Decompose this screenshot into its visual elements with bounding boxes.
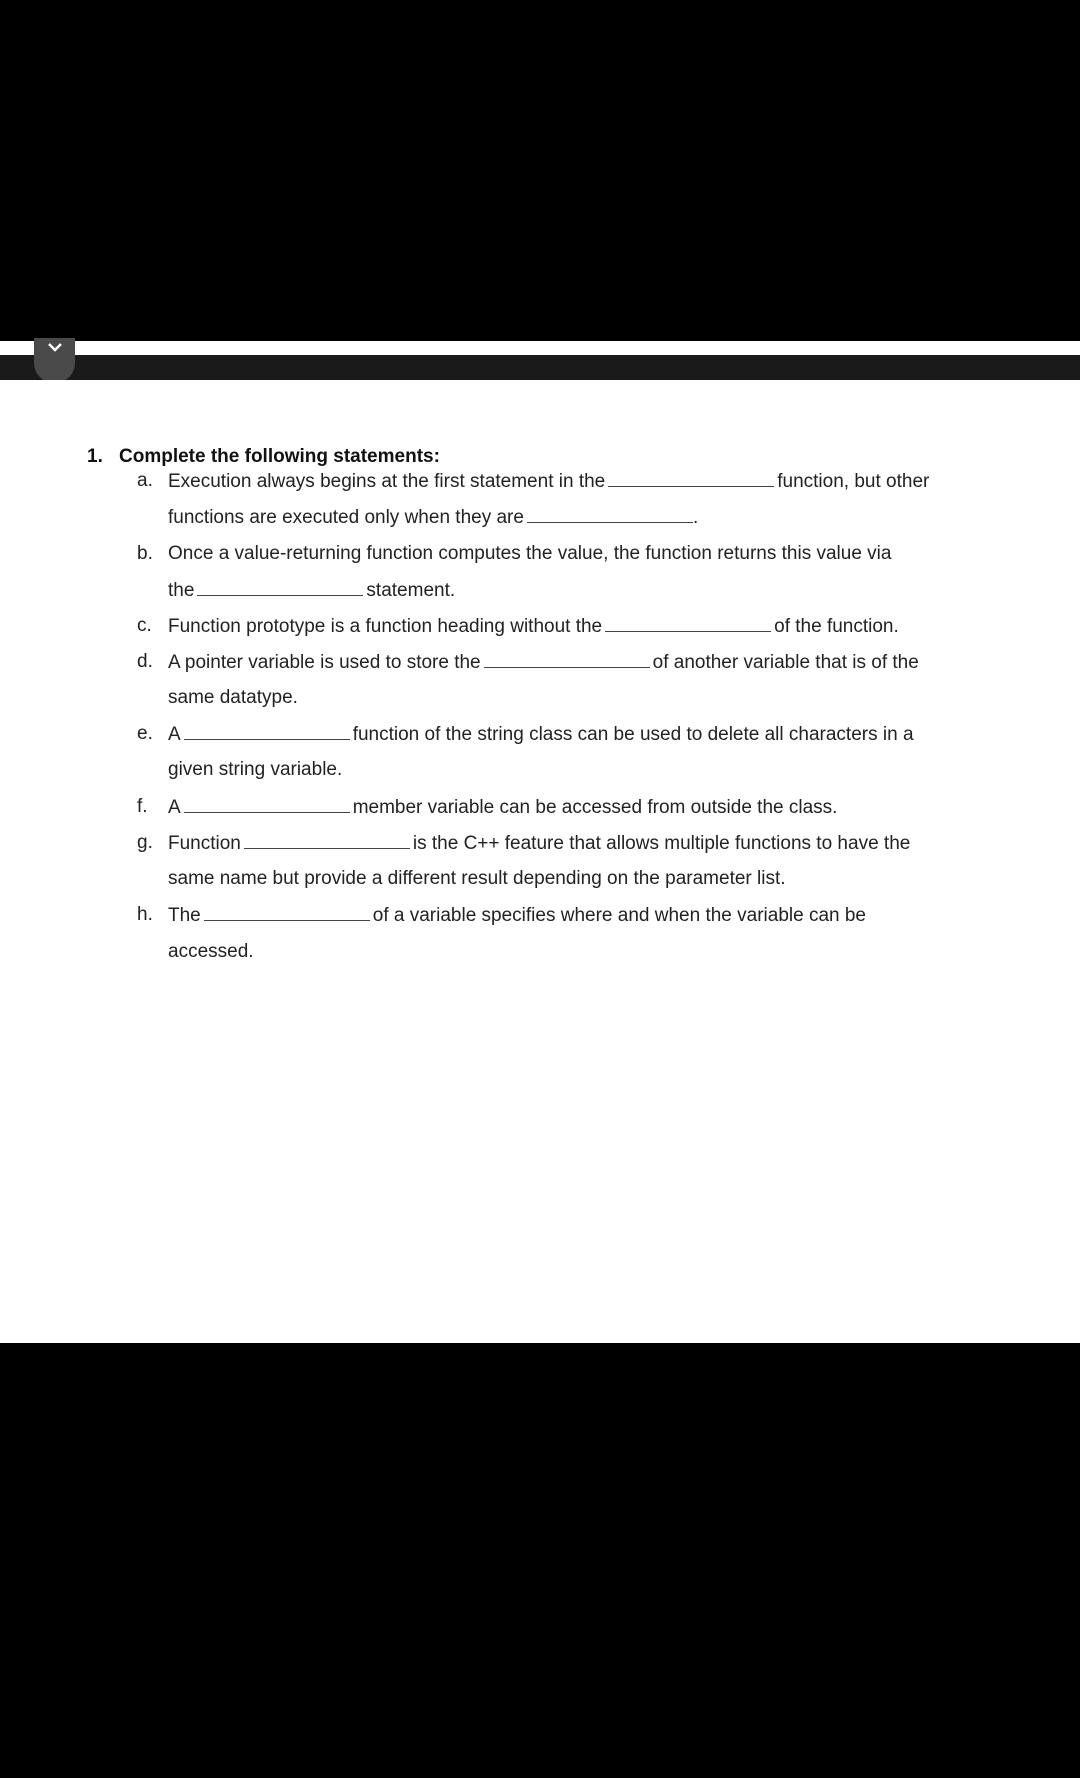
item-text: statement. xyxy=(366,580,456,601)
item-text: same datatype. xyxy=(168,687,298,708)
item-letter: g. xyxy=(137,832,153,853)
top-black-area xyxy=(0,0,1080,341)
answer-blank[interactable] xyxy=(608,470,774,487)
item-letter: a. xyxy=(137,470,153,491)
item-text: Execution always begins at the first statement in the xyxy=(168,471,606,492)
item-text: function, but other xyxy=(777,471,930,492)
item-text: the xyxy=(168,580,195,601)
item-letter: h. xyxy=(137,904,153,925)
collapse-handle[interactable] xyxy=(34,338,75,383)
answer-blank[interactable] xyxy=(184,723,350,740)
item-text: Once a value-returning function computes the value, the function returns this value via xyxy=(168,543,892,564)
item-text: given string variable. xyxy=(168,759,343,780)
answer-blank[interactable] xyxy=(244,832,410,849)
document-page xyxy=(0,380,1080,1343)
answer-blank[interactable] xyxy=(605,615,771,632)
item-text: of a variable specifies where and when the variable can be xyxy=(372,905,866,926)
item-text: function of the string class can be used to delete all characters in a xyxy=(352,724,914,745)
item-letter: b. xyxy=(137,543,153,564)
item-text: Function prototype is a function heading without the xyxy=(168,616,603,637)
viewer-top-strip xyxy=(0,341,1080,355)
item-text: member variable can be accessed from outside the class. xyxy=(352,797,838,818)
answer-blank[interactable] xyxy=(484,651,650,668)
answer-blank[interactable] xyxy=(204,904,370,921)
item-letter: e. xyxy=(137,723,153,744)
item-text: of another variable that is of the xyxy=(652,652,919,673)
item-text: functions are executed only when they are xyxy=(168,507,524,528)
item-text: is the C++ feature that allows multiple functions to have the xyxy=(412,833,911,854)
answer-blank[interactable] xyxy=(197,579,363,596)
answer-blank[interactable] xyxy=(527,506,693,523)
item-letter: d. xyxy=(137,651,153,672)
item-letter: f. xyxy=(137,796,148,817)
question-number: 1. xyxy=(87,446,103,467)
item-text: A xyxy=(168,797,181,818)
heading-text: Complete the following statements: xyxy=(119,446,440,467)
answer-blank[interactable] xyxy=(184,796,350,813)
item-letter: c. xyxy=(137,615,152,636)
item-text: A pointer variable is used to store the xyxy=(168,652,481,673)
chevron-down-icon xyxy=(47,342,63,352)
viewer-toolbar xyxy=(0,355,1080,380)
item-text: A xyxy=(168,724,181,745)
item-text: . xyxy=(692,507,699,528)
item-text: The xyxy=(168,905,201,926)
item-text: same name but provide a different result depending on the parameter list. xyxy=(168,868,786,889)
item-text: Function xyxy=(168,833,241,854)
item-text: of the function. xyxy=(774,616,899,637)
item-text: accessed. xyxy=(168,941,254,962)
